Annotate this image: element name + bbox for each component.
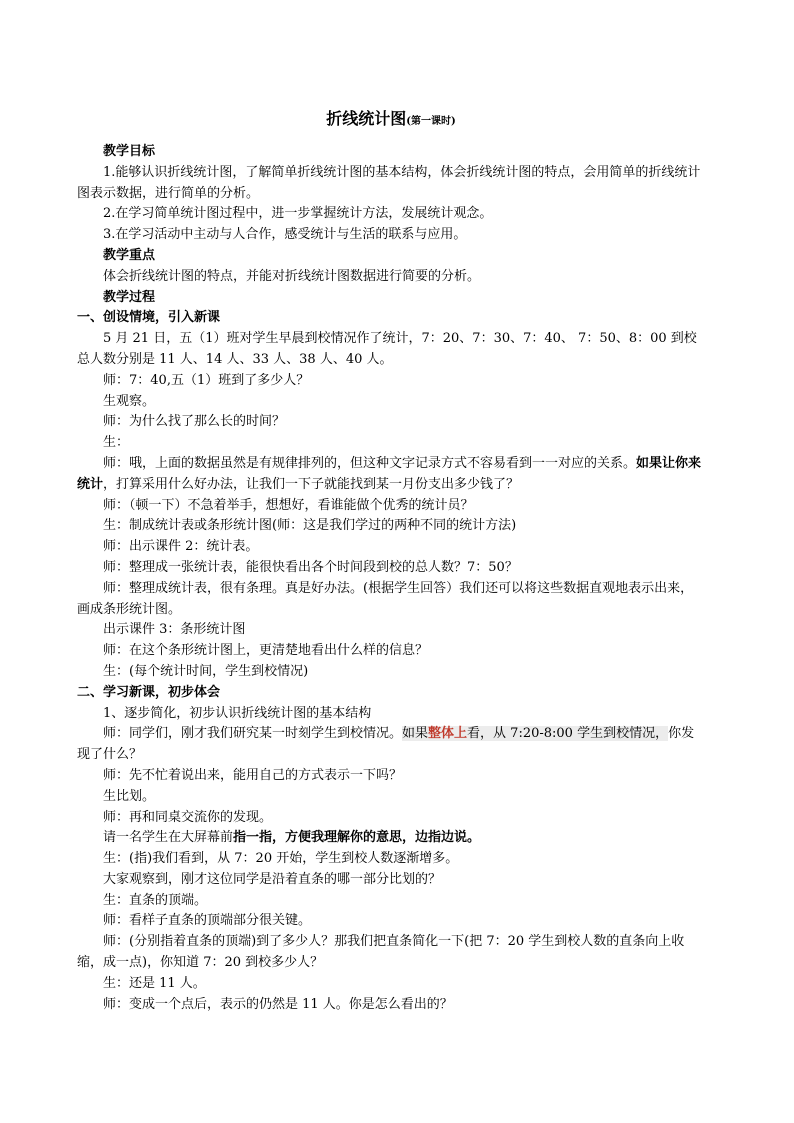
- focus-text: 体会折线统计图的特点，并能对折线统计图数据进行简要的分析。: [103, 268, 481, 284]
- paragraph: 师：为什么找了那么长的时间？: [103, 414, 286, 430]
- section-1-heading: 一、创设情境，引入新课: [77, 310, 221, 326]
- paragraph-text: 看，从 7:20-8:00 学生到校情况，: [467, 726, 669, 742]
- page-title: 折线统计图: [326, 109, 407, 128]
- objective-1: 1.能够认识折线统计图，了解简单折线统计图的基本结构，体会折线统计图的特点，会用简单的折线统计图表示数据，进行简单的分析。: [77, 164, 701, 201]
- bold-text: 如果让你来统计: [77, 455, 702, 492]
- paragraph: 师：变成一个点后，表示的仍然是 11 人。你是怎么看出的？: [103, 996, 453, 1012]
- paragraph: 师：整理成一张统计表，能很快看出各个时间段到校的总人数？7：50？: [103, 559, 518, 575]
- paragraph-text: ，打算采用什么好办法，让我们一下子就能找到某一月份支出多少钱了？: [103, 476, 520, 492]
- paragraph: 师：再和同桌交流你的发现。: [103, 809, 273, 825]
- highlighted-text: [402, 726, 668, 741]
- paragraph: 生：(指)我们看到，从 7：20 开始，学生到校人数逐渐增多。: [103, 851, 459, 867]
- paragraph: 1、逐步简化，初步认识折线统计图的基本结构: [103, 705, 372, 721]
- paragraph: 5 月 21 日，五（1）班对学生早晨到校情况作了统计，7：20、7：30、7：40、 7：50、8：00 到校总人数分别是 11 人、14 人、33 人、38 人、40 人。: [77, 331, 697, 367]
- paragraph: [77, 454, 705, 496]
- objectives-heading: 教学目标: [103, 144, 156, 159]
- paragraph: 生观察。: [103, 393, 156, 409]
- paragraph: [77, 724, 705, 766]
- paragraph: 师：整理成统计表，很有条理。真是好办法。(根据学生回答）我们还可以将这些数据直观地表示出来，画成条形统计图。: [77, 580, 694, 617]
- objective-2: 2.在学习简单统计图过程中，进一步掌握统计方法，发展统计观念。: [103, 206, 493, 222]
- bold-text: 指一指，方便我理解你的意思，边指边说。: [233, 830, 481, 846]
- paragraph: 师：7：40,五（1）班到了多少人？: [103, 372, 310, 388]
- paragraph: 师：先不忙着说出来，能用自己的方式表示一下吗？: [103, 767, 403, 783]
- focus-heading: 教学重点: [103, 247, 156, 263]
- paragraph: 生：还是 11 人。: [103, 975, 206, 991]
- page-title-sub: (第一课时): [406, 116, 456, 127]
- paragraph: 生比划。: [103, 788, 156, 804]
- paragraph: 生：(每个统计时间，学生到校情况): [103, 663, 309, 679]
- paragraph-text: 请一名学生在大屏幕前: [103, 830, 234, 846]
- objective-3: 3.在学习活动中主动与人合作，感受统计与生活的联系与应用。: [103, 227, 467, 243]
- paragraph: 生：直条的顶端。: [103, 892, 208, 908]
- title-line: [77, 108, 705, 133]
- document-body: [77, 108, 705, 1015]
- paragraph-text: 你发现了什么？: [77, 726, 695, 763]
- paragraph: 师：看样子直条的顶端部分很关键。: [103, 913, 312, 929]
- paragraph-text: 师：哦，上面的数据虽然是有规律排列的，但这种文字记录方式不容易看到一一对应的关系。: [103, 455, 637, 471]
- paragraph: 师：在这个条形统计图上，更清楚地看出什么样的信息？: [103, 643, 429, 659]
- paragraph: 大家观察到，刚才这位同学是沿着直条的哪一部分比划的？: [103, 871, 442, 887]
- paragraph: 生：: [103, 435, 130, 451]
- process-heading: 教学过程: [103, 289, 156, 305]
- section-2-heading: 二、学习新课，初步体会: [77, 684, 221, 700]
- paragraph: 师：（顿一下）不急着举手，想想好，看谁能做个优秀的统计员？: [103, 497, 474, 513]
- paragraph: 师：(分别指着直条的顶端)到了多少人？那我们把直条简化一下(把 7：20 学生到校人数的直条向上收缩，成一点)，你知道 7：20 到校多少人？: [77, 934, 685, 971]
- paragraph-text: 师：同学们，刚才我们研究某一时刻学生到校情况。: [103, 726, 403, 742]
- red-bold-text: 整体上: [428, 726, 468, 742]
- paragraph: 师：出示课件 2：统计表。: [103, 539, 259, 555]
- paragraph: 出示课件 3：条形统计图: [103, 622, 246, 638]
- paragraph: [77, 828, 705, 849]
- paragraph-text: 如果: [402, 726, 429, 742]
- paragraph: 生：制成统计表或条形统计图(师：这是我们学过的两种不同的统计方法): [103, 518, 517, 534]
